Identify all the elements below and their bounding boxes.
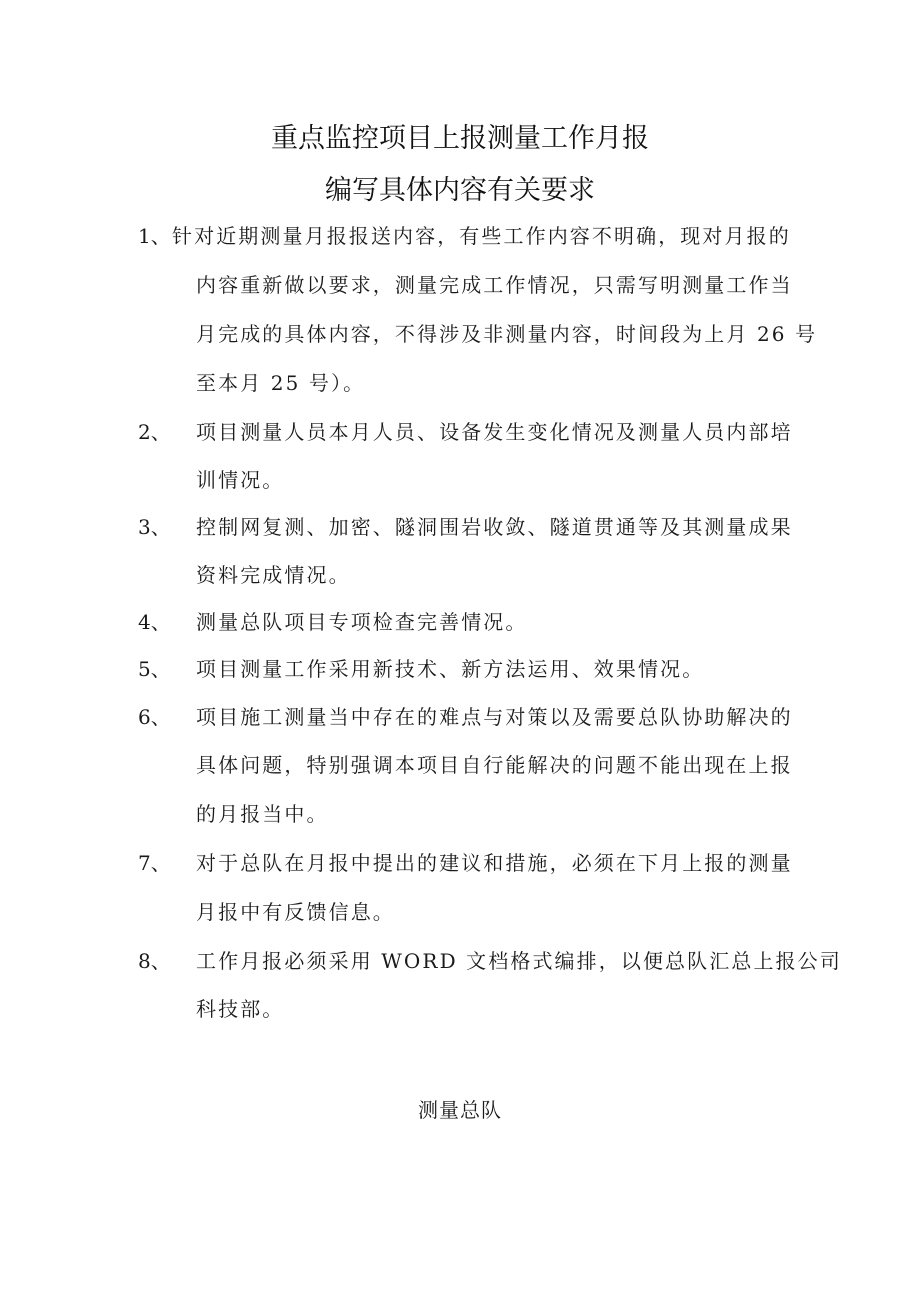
item-number: 1、 <box>138 224 171 248</box>
signature-department: 测量总队 <box>418 1098 502 1122</box>
item-text-line: 至本月 25 号）。 <box>196 371 366 395</box>
item-text-line: 针对近期测量月报报送内容，有些工作内容不明确，现对月报的 <box>172 224 791 248</box>
item-text-line: 对于总队在月报中提出的建议和措施，必须在下月上报的测量 <box>196 851 793 875</box>
item-text-line: 控制网复测、加密、隧洞围岩收敛、隧道贯通等及其测量成果 <box>196 515 793 539</box>
item-text-line: 内容重新做以要求，测量完成工作情况，只需写明测量工作当 <box>196 273 793 297</box>
item-text-line: 项目施工测量当中存在的难点与对策以及需要总队协助解决的 <box>196 705 793 729</box>
item-number: 4、 <box>138 610 171 634</box>
item-text-line: 具体问题，特别强调本项目自行能解决的问题不能出现在上报 <box>196 753 793 777</box>
item-text-line: 科技部。 <box>196 997 285 1021</box>
item-text-line: 工作月报必须采用 WORD 文档格式编排，以便总队汇总上报公司 <box>196 949 842 973</box>
item-number: 8、 <box>138 949 171 973</box>
item-text-line: 的月报当中。 <box>196 802 329 826</box>
item-text-line: 项目测量工作采用新技术、新方法运用、效果情况。 <box>196 657 705 681</box>
item-text-line: 测量总队项目专项检查完善情况。 <box>196 610 528 634</box>
item-number: 5、 <box>138 657 171 681</box>
item-text-line: 项目测量人员本月人员、设备发生变化情况及测量人员内部培 <box>196 420 793 444</box>
document-title-line-2: 编写具体内容有关要求 <box>325 175 595 206</box>
item-number: 6、 <box>138 705 171 729</box>
item-number: 7、 <box>138 851 171 875</box>
document-title-line-1: 重点监控项目上报测量工作月报 <box>271 123 649 154</box>
item-text-line: 资料完成情况。 <box>196 563 351 587</box>
item-text-line: 月报中有反馈信息。 <box>196 900 395 924</box>
item-text-line: 月完成的具体内容，不得涉及非测量内容，时间段为上月 26 号 <box>196 322 818 346</box>
item-number: 2、 <box>138 420 171 444</box>
item-number: 3、 <box>138 515 171 539</box>
item-text-line: 训情况。 <box>196 468 285 492</box>
